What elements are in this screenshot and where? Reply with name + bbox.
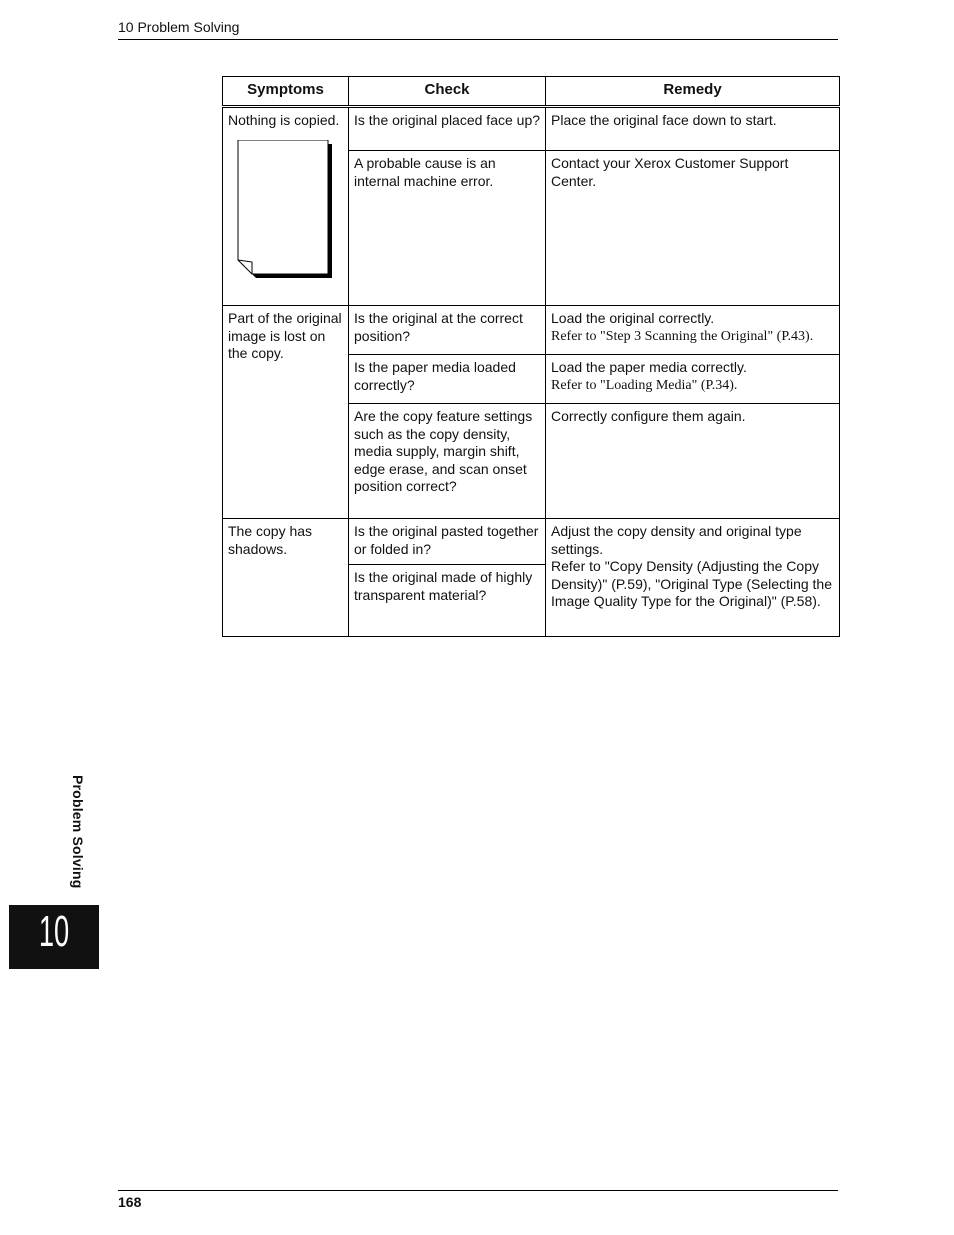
table-row bbox=[223, 107, 840, 151]
remedy-text: Load the paper media correctly. bbox=[551, 359, 747, 375]
remedy-cell bbox=[546, 355, 840, 404]
remedy-cell: Correctly configure them again. bbox=[546, 404, 840, 519]
page-reference: Refer to "Copy Density (Adjusting the Copy Density)" (P.59), "Original Type (Selecting the Image Quality Type for the Original)" (P.58). bbox=[551, 558, 832, 610]
table-row bbox=[223, 519, 840, 565]
chapter-tab bbox=[9, 905, 99, 969]
symptom-cell bbox=[223, 107, 349, 306]
chapter-number: 10 bbox=[38, 907, 70, 956]
symptom-cell: The copy has shadows. bbox=[223, 519, 349, 637]
column-header-symptoms: Symptoms bbox=[223, 77, 349, 107]
footer-divider bbox=[118, 1190, 838, 1191]
symptom-text: Nothing is copied. bbox=[228, 112, 340, 128]
check-cell: Is the original made of highly transparent material? bbox=[349, 565, 546, 637]
troubleshooting-table bbox=[222, 76, 840, 637]
remedy-cell bbox=[546, 519, 840, 637]
remedy-cell bbox=[546, 306, 840, 355]
check-cell: Is the original at the correct position? bbox=[349, 306, 546, 355]
running-header: 10 Problem Solving bbox=[118, 19, 240, 35]
symptom-cell: Part of the original image is lost on the copy. bbox=[223, 306, 349, 519]
side-section-label-text: Problem Solving bbox=[70, 775, 86, 889]
table-header-row bbox=[223, 77, 840, 107]
page-reference: Refer to "Loading Media" (P.34). bbox=[551, 377, 738, 393]
side-section-label bbox=[66, 775, 90, 900]
remedy-cell: Contact your Xerox Customer Support Center. bbox=[546, 151, 840, 306]
check-cell: Are the copy feature settings such as the copy density, media supply, margin shift, edge erase, and scan onset position correct? bbox=[349, 404, 546, 519]
table-row bbox=[223, 306, 840, 355]
page-reference: Refer to "Step 3 Scanning the Original" (P.43). bbox=[551, 328, 814, 344]
column-header-check: Check bbox=[349, 77, 546, 107]
header-divider bbox=[118, 39, 838, 40]
remedy-text: Adjust the copy density and original type settings. bbox=[551, 523, 802, 557]
blank-page-icon bbox=[236, 140, 332, 278]
check-cell: Is the paper media loaded correctly? bbox=[349, 355, 546, 404]
remedy-text: Load the original correctly. bbox=[551, 310, 715, 326]
check-cell: Is the original placed face up? bbox=[349, 107, 546, 151]
remedy-cell: Place the original face down to start. bbox=[546, 107, 840, 151]
page-number: 168 bbox=[118, 1194, 142, 1210]
column-header-remedy: Remedy bbox=[546, 77, 840, 107]
check-cell: A probable cause is an internal machine error. bbox=[349, 151, 546, 306]
check-cell: Is the original pasted together or folded in? bbox=[349, 519, 546, 565]
